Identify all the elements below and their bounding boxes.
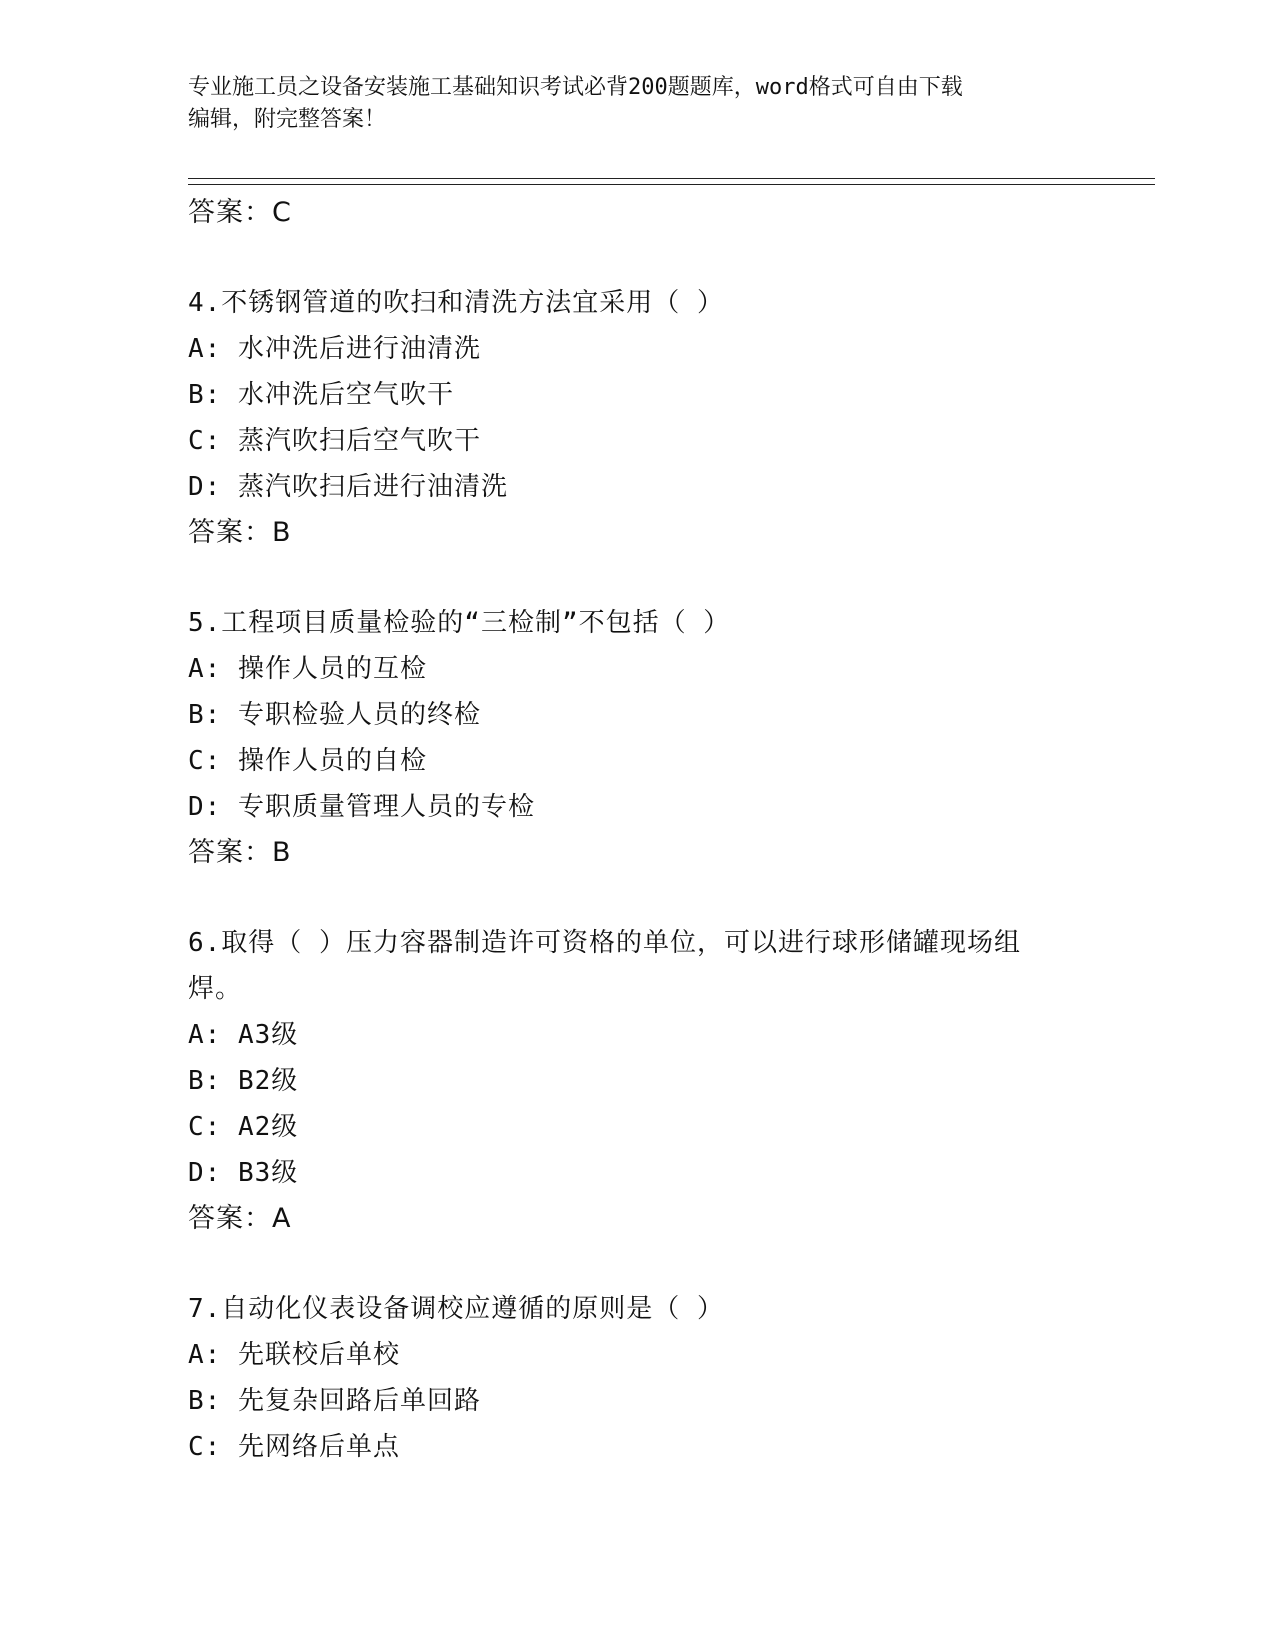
- option-c: C: 操作人员的自检: [188, 746, 427, 776]
- header-divider-top: [188, 178, 1155, 179]
- option-b: B: 水冲洗后空气吹干: [188, 380, 454, 410]
- question-6: [188, 920, 1148, 1242]
- option-a: A: A3级: [188, 1020, 299, 1050]
- header-divider-bottom: [188, 184, 1155, 185]
- option-a: A: 水冲洗后进行油清洗: [188, 334, 481, 364]
- question-stem: 5.工程项目质量检验的“三检制”不包括（ ）: [188, 608, 731, 638]
- header-line-1: 专业施工员之设备安装施工基础知识考试必背200题题库，word格式可自由下载: [188, 75, 963, 100]
- document-header: [188, 72, 1088, 136]
- question-5: [188, 600, 1148, 876]
- question-stem: 7.自动化仪表设备调校应遵循的原则是（ ）: [188, 1294, 724, 1324]
- header-line-2: 编辑，附完整答案！: [188, 107, 387, 132]
- question-list: [188, 190, 1148, 1470]
- question-stem: 4.不锈钢管道的吹扫和清洗方法宜采用（ ）: [188, 288, 724, 318]
- option-b: B: 专职检验人员的终检: [188, 700, 481, 730]
- question-4: [188, 280, 1148, 556]
- answer-line: 答案：B: [188, 837, 292, 868]
- question-7: [188, 1286, 1148, 1470]
- option-b: B: B2级: [188, 1066, 299, 1096]
- question-stem-continued: 焊。: [188, 974, 243, 1004]
- option-d: D: 专职质量管理人员的专检: [188, 792, 535, 822]
- answer-line: 答案：B: [188, 517, 292, 548]
- option-b: B: 先复杂回路后单回路: [188, 1386, 481, 1416]
- question-stem: 6.取得（ ）压力容器制造许可资格的单位，可以进行球形储罐现场组: [188, 928, 1021, 958]
- option-c: C: 蒸汽吹扫后空气吹干: [188, 426, 481, 456]
- option-c: C: 先网络后单点: [188, 1432, 400, 1462]
- option-a: A: 操作人员的互检: [188, 654, 427, 684]
- option-a: A: 先联校后单校: [188, 1340, 400, 1370]
- answer-line: 答案：A: [188, 1203, 292, 1234]
- option-d: D: B3级: [188, 1158, 299, 1188]
- option-c: C: A2级: [188, 1112, 299, 1142]
- answer-line: 答案：C: [188, 197, 292, 228]
- option-d: D: 蒸汽吹扫后进行油清洗: [188, 472, 508, 502]
